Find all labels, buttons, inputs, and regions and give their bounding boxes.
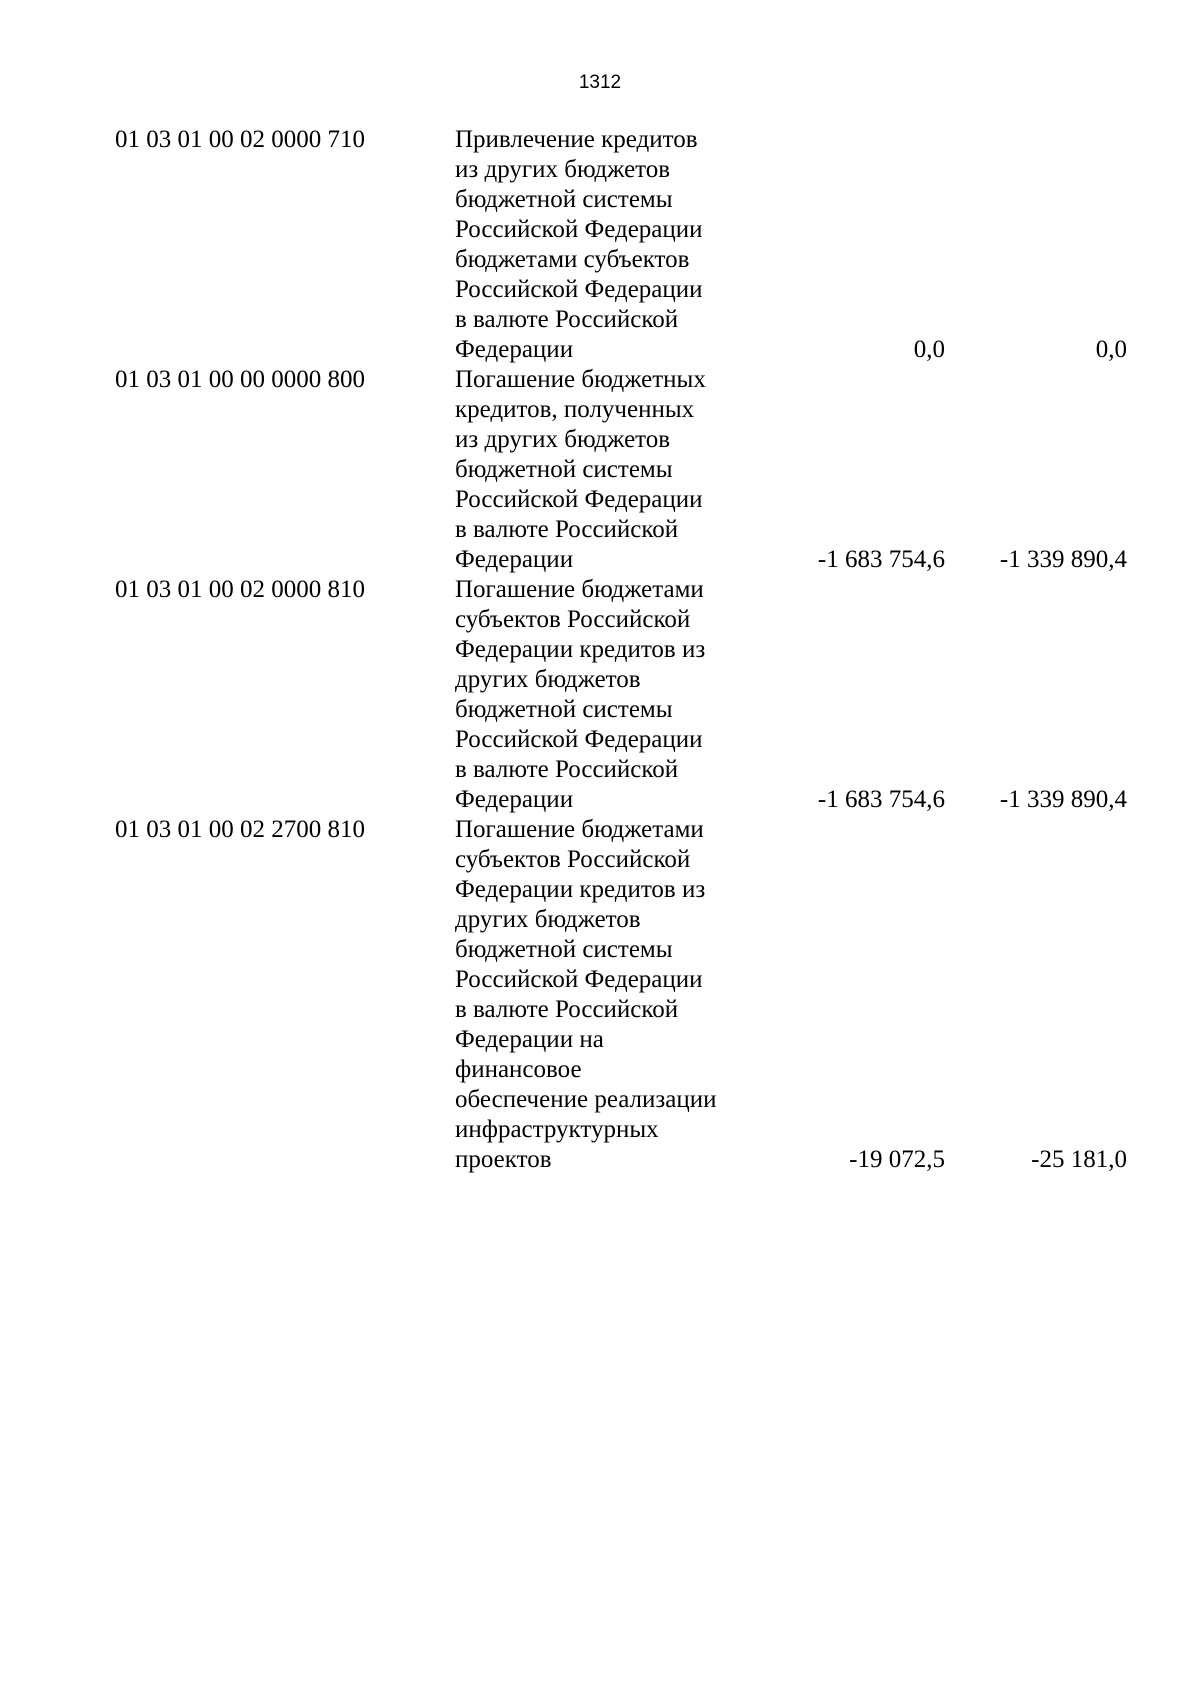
budget-classification-code: 01 03 01 00 02 0000 810: [115, 576, 365, 603]
budget-classification-code: 01 03 01 00 02 2700 810: [115, 816, 365, 843]
table-row: [0, 365, 1200, 575]
amount-year-2: 0,0: [1095, 336, 1127, 363]
budget-classification-code: 01 03 01 00 02 0000 710: [115, 126, 365, 153]
amount-year-2: -1 339 890,4: [999, 546, 1127, 573]
table-row: [0, 815, 1200, 1175]
amount-year-1: -1 683 754,6: [817, 786, 945, 813]
source-name: Погашение бюджетами субъектов Российской Федерации кредитов из других бюджетов бюджетной системы Российской Федерации в валюте Российской Федерации: [455, 576, 706, 813]
table-row: [0, 575, 1200, 815]
amount-year-2: -1 339 890,4: [999, 786, 1127, 813]
amount-year-1: 0,0: [913, 336, 945, 363]
budget-sources-table: [0, 125, 1200, 1175]
page-number: 1312: [578, 72, 622, 93]
source-name: Погашение бюджетных кредитов, полученных из других бюджетов бюджетной системы Российской Федерации в валюте Российской Федерации: [455, 366, 706, 573]
table-row: [0, 125, 1200, 365]
source-name: Погашение бюджетами субъектов Российской Федерации кредитов из других бюджетов бюджетной системы Российской Федерации в валюте Российской Федерации на финансовое обеспечение реализации инфраструктурных проектов: [455, 816, 717, 1173]
amount-year-1: -19 072,5: [849, 1146, 945, 1173]
budget-classification-code: 01 03 01 00 00 0000 800: [115, 366, 365, 393]
amount-year-2: -25 181,0: [1031, 1146, 1127, 1173]
source-name: Привлечение кредитов из других бюджетов бюджетной системы Российской Федерации бюджетами субъектов Российской Федерации в валюте Российской Федерации: [455, 126, 703, 363]
amount-year-1: -1 683 754,6: [817, 546, 945, 573]
